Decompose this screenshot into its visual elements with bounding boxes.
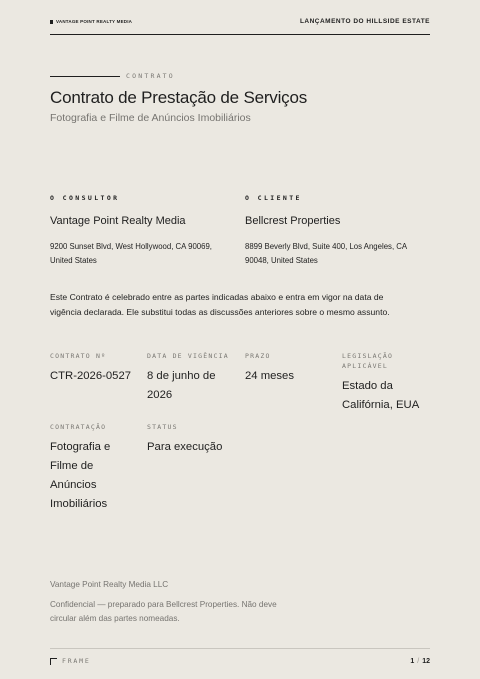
term-value: Estado da Califórnia, EUA xyxy=(342,380,420,411)
party-client xyxy=(245,194,430,268)
party-label: O CLIENTE xyxy=(245,194,302,202)
term-duration xyxy=(245,351,333,386)
intro-paragraph: Este Contrato é celebrado entre as partes indicadas abaixo e entra em vigor na data de vigência declarada. Ele substitui todas as discussões anteriores sobre o mesmo assunto. xyxy=(50,292,390,317)
eyebrow-label: CONTRATO xyxy=(126,72,175,80)
term-effective-date xyxy=(147,351,235,405)
party-label: O CONSULTOR xyxy=(50,194,120,202)
project-name: LANÇAMENTO DO HILLSIDE ESTATE xyxy=(299,18,430,25)
brand xyxy=(50,14,132,24)
term-label: LEGISLAÇÃO APLICÁVEL xyxy=(342,352,394,370)
term-governing-law xyxy=(342,351,432,415)
page-current: 1 xyxy=(410,657,415,665)
term-value: Para execução xyxy=(147,441,223,453)
party-name: Vantage Point Realty Media xyxy=(50,215,186,227)
party-consultant xyxy=(50,194,235,268)
eyebrow-row xyxy=(50,72,175,80)
term-engagement xyxy=(50,422,138,514)
term-value: Fotografia e Filme de Anúncios Imobiliários xyxy=(50,441,111,510)
term-label: STATUS xyxy=(147,423,178,431)
company-legal-name: Vantage Point Realty Media LLC xyxy=(50,580,169,589)
term-contract-number xyxy=(50,351,138,386)
frame-brand xyxy=(50,654,91,665)
term-label: CONTRATAÇÃO xyxy=(50,423,107,431)
page-counter xyxy=(410,655,430,665)
brand-name: VANTAGE POINT REALTY MEDIA xyxy=(56,19,133,24)
term-label: CONTRATO Nº xyxy=(50,352,107,360)
frame-word: FRAME xyxy=(62,657,91,665)
frame-corner-icon xyxy=(50,658,57,665)
term-label: DATA DE VIGÊNCIA xyxy=(147,352,229,360)
page-footer xyxy=(50,648,430,670)
party-address: 9200 Sunset Blvd, West Hollywood, CA 90069, United States xyxy=(50,242,212,265)
term-value: 24 meses xyxy=(245,370,294,382)
term-value: 8 de junho de 2026 xyxy=(147,370,216,401)
term-status xyxy=(147,422,235,457)
page-total: 12 xyxy=(422,657,430,665)
page-header xyxy=(50,14,430,35)
party-name: Bellcrest Properties xyxy=(245,215,341,227)
page-separator: / xyxy=(417,657,420,665)
confidentiality-note: Confidencial — preparado para Bellcrest Properties. Não deve circular além das partes nomeadas. xyxy=(50,600,277,623)
brand-logo-icon xyxy=(50,20,53,24)
term-value: CTR-2026-0527 xyxy=(50,370,132,382)
page-subtitle: Fotografia e Filme de Anúncios Imobiliários xyxy=(50,112,251,124)
eyebrow-rule xyxy=(50,76,120,77)
page-title: Contrato de Prestação de Serviços xyxy=(50,88,308,107)
party-address: 8899 Beverly Blvd, Suite 400, Los Angeles, CA 90048, United States xyxy=(245,242,407,265)
term-label: PRAZO xyxy=(245,352,271,360)
